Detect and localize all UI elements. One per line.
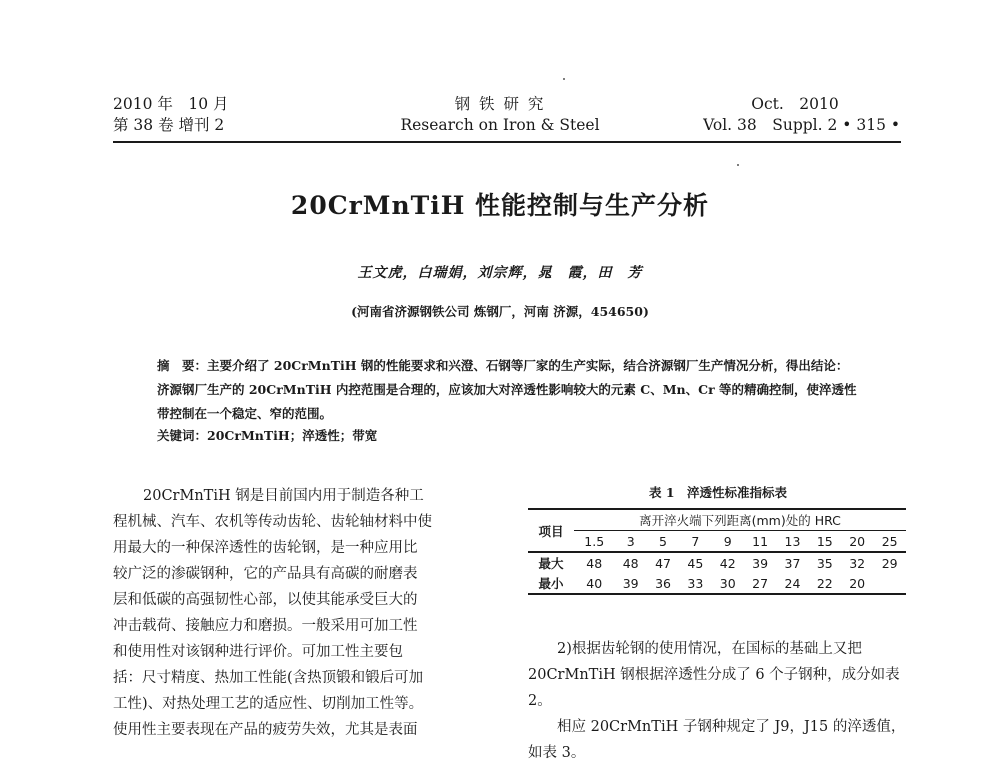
body-line: 较广泛的渗碳钢种，它的产品具有高碳的耐磨表	[113, 566, 418, 582]
paragraph-table2: 2)根据齿轮钢的使用情况，在国标的基础上又把 20CrMnTiH 钢根据淬透性分成了 6 个子钢种，成分如表 2。	[528, 641, 900, 709]
body-text-right	[528, 636, 908, 766]
author-list: 王文虎，白瑞娟，刘宗辉，晁 霞，田 芳	[357, 265, 643, 281]
keywords-label: 关键词：	[157, 428, 208, 443]
table-cell: 29	[881, 555, 898, 571]
table-row-label: 最小	[528, 573, 574, 594]
body-line: 20CrMnTiH 钢是目前国内用于制造各种工	[143, 488, 424, 504]
table-row	[528, 573, 906, 594]
table-distance-cell: 25	[873, 531, 906, 553]
header-date: 2010 年 10 月	[113, 95, 229, 113]
paper-title: 20CrMnTiH 性能控制与生产分析	[290, 191, 710, 220]
table-cell: 39	[752, 555, 769, 571]
body-line: 使用性主要表现在产品的疲劳失效，尤其是表面	[113, 722, 418, 738]
table-caption: 表 1 淬透性标准指标表	[648, 485, 788, 500]
table-cell: 45	[687, 555, 704, 571]
hardenability-table	[528, 508, 906, 595]
body-line: 程机械、汽车、农机等传动齿轮、齿轮轴材料中使	[113, 514, 432, 530]
table-cell: 35	[816, 555, 833, 571]
body-text-left	[113, 483, 499, 743]
body-line: 用最大的一种保淬透性的齿轮钢，是一种应用比	[113, 540, 418, 556]
body-line: 和使用性对该钢种进行评价。可加工性主要包	[113, 644, 403, 660]
header-date-en: Oct. 2010	[751, 95, 839, 113]
table-cell: 40	[574, 573, 614, 594]
body-line: 括：尺寸精度、热加工性能(含热顶锻和锻后可加	[113, 670, 424, 686]
table-distance-cell: 11	[744, 531, 776, 553]
table-cell: 30	[712, 573, 744, 594]
table-cell: 24	[776, 573, 808, 594]
table-distance-row	[528, 531, 906, 553]
table-distance-cell: 7	[679, 531, 711, 553]
header-volume-page: Vol. 38 Suppl. 2 • 315 •	[703, 116, 900, 134]
table-cell: 39	[614, 573, 646, 594]
table-cell: 20	[841, 573, 873, 594]
table-cell: 22	[809, 573, 841, 594]
table-row	[528, 552, 906, 573]
table-distance-cell: 15	[809, 531, 841, 553]
header-rule	[113, 141, 901, 143]
table-distance-cell: 13	[776, 531, 808, 553]
keywords	[157, 426, 377, 444]
scan-speck	[737, 164, 739, 166]
header-volume: 第 38 卷 增刊 2	[113, 116, 225, 134]
table-cell: 48	[586, 555, 603, 571]
table-cell: 47	[655, 555, 671, 571]
table-cell: 48	[622, 555, 639, 571]
body-line: 冲击载荷、接触应力和磨损。一般采用可加工性	[113, 618, 418, 634]
table-distance-cell: 9	[712, 531, 744, 553]
table-cell: 33	[679, 573, 711, 594]
table-distance-cell: 5	[647, 531, 679, 553]
table-cell: 37	[784, 555, 801, 571]
body-line: 层和低碳的高强韧性心部，以使其能承受巨大的	[113, 592, 418, 608]
abstract	[157, 354, 857, 426]
body-line: 工性)、对热处理工艺的适应性、切削加工性等。	[113, 696, 424, 712]
table-distance-cell: 1.5	[574, 531, 614, 553]
table-cell: 32	[849, 555, 866, 571]
table-distance-cell: 3	[614, 531, 646, 553]
table-cell: 42	[719, 555, 736, 571]
journal-name-en: Research on Iron & Steel	[400, 116, 600, 134]
table-cell	[873, 573, 906, 594]
paragraph-table3: 相应 20CrMnTiH 子钢种规定了 J9，J15 的淬透值，如表 3。	[528, 719, 906, 761]
table-cell: 27	[744, 573, 776, 594]
table-group-header: 离开淬火端下列距离(mm)处的 HRC	[574, 509, 906, 531]
table-row-header: 项目	[528, 509, 574, 552]
journal-name-cn: 钢 铁 研 究	[454, 95, 546, 113]
affiliation: (河南省济源钢铁公司 炼钢厂，河南 济源，454650)	[351, 304, 649, 319]
keywords-text: 20CrMnTiH；淬透性；带宽	[207, 428, 378, 443]
table-row-label: 最大	[538, 556, 564, 571]
abstract-text: 主要介绍了 20CrMnTiH 钢的性能要求和兴澄、石钢等厂家的生产实际，结合济源钢厂生产情况分析，得出结论：济源钢厂生产的 20CrMnTiH 内控范围是合理的，应该加大对淬透性影响较大的元素 C、Mn、Cr 等的精确控制，使淬透性带控制在一个稳定、窄的范围。	[157, 358, 857, 421]
abstract-label: 摘 要：	[157, 358, 208, 373]
table-distance-cell: 20	[841, 531, 873, 553]
scan-speck	[563, 78, 565, 80]
table-cell: 36	[647, 573, 679, 594]
